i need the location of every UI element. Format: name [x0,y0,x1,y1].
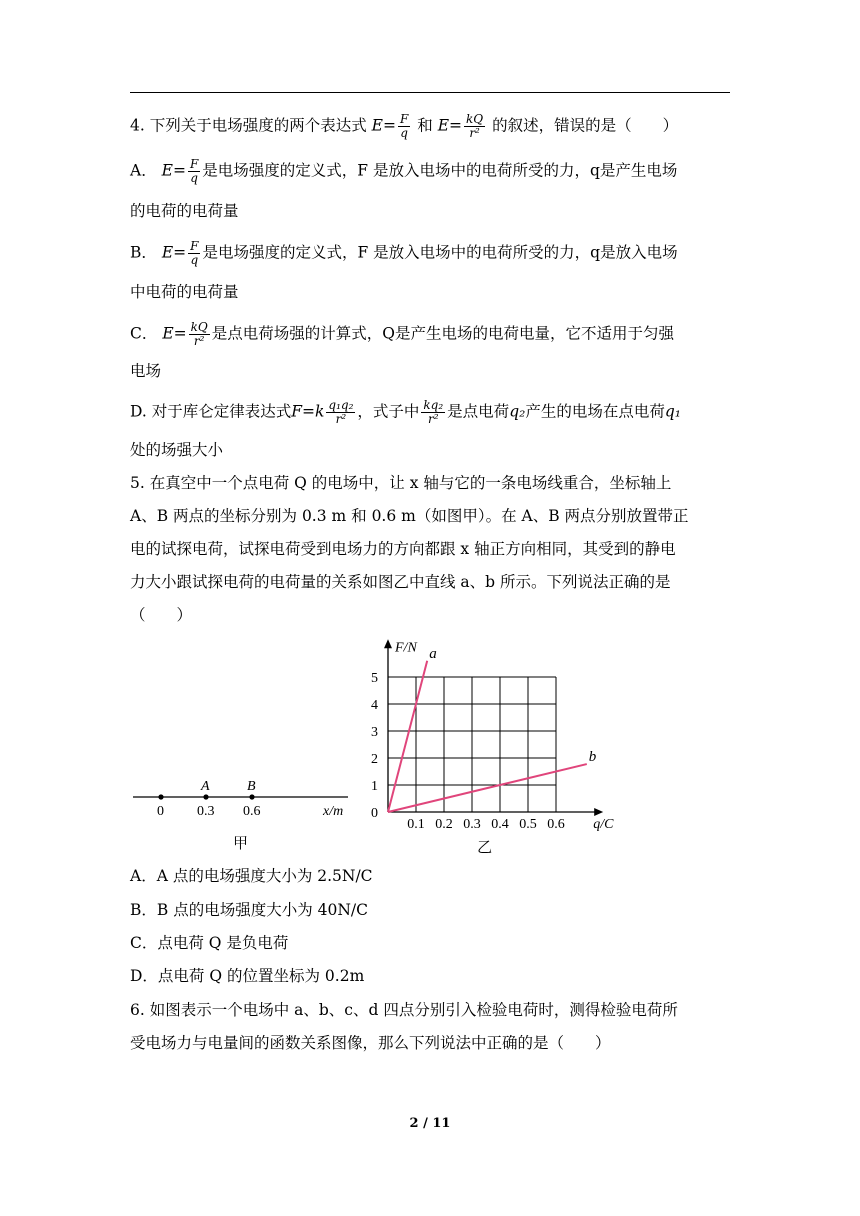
q5-option-a: A．A 点的电场强度大小为 2.5N/C [130,867,373,885]
y-axis-arrow [384,639,392,648]
x-tick-label: 0.1 [407,817,425,832]
fraction-f-over-q: $\frac{F}{q}$ [189,157,199,185]
q4-option-b-cont: 中电荷的电荷量 [130,283,239,301]
q5-option-c: C．点电荷 Q 是负电荷 [130,934,289,952]
tick-label: 0 [157,804,164,819]
q5-option-b: B．B 点的电场强度大小为 40N/C [130,901,369,919]
series-line-a [388,661,427,812]
q4-stem: 4. 下列关于电场强度的两个表达式 E= $\frac{F}{q}$ 和 E= $\frac{kQ}{\text{r²}}$ 的叙述，错误的是（ ） [130,112,679,140]
origin-dot [158,794,163,799]
x-axis-label: x/m [323,804,344,819]
fraction-kq-over-r2: $\frac{kQ}{\text{r²}}$ [466,112,484,140]
q5-stem-line4: 力大小跟试探电荷的电荷量的关系如图乙中直线 a、b 所示。下列说法正确的是 [130,573,671,591]
q4-option-c-cont: 电场 [130,362,162,380]
q4-option-d-cont: 处的场强大小 [130,441,224,459]
series-label-b: b [588,749,597,766]
q5-stem-line3: 电的试探电荷，试探电荷受到电场力的方向都跟 x 轴正方向相同，其受到的静电 [130,540,676,558]
q4-option-a: A． E= $\frac{F}{q}$ 是电场强度的定义式，F 是放入电场中的电荷所受的力，q是产生电场 [130,157,678,185]
chart-yi [360,632,620,860]
y-tick-label: 0 [371,806,378,821]
figure-jia [130,770,355,860]
series-label-a: a [429,645,437,662]
q4-option-b: B． E= $\frac{F}{q}$ 是电场强度的定义式，F 是放入电场中的电荷所受的力，q是放入电场 [130,239,678,267]
fraction-f-over-q: $\frac{F}{q}$ [190,239,199,267]
tick-label: 0.3 [197,804,215,819]
header-rule [130,92,730,93]
point-a-dot [203,794,208,799]
page-number: 2 / 11 [409,1116,451,1131]
x-tick-label: 0.3 [463,817,481,832]
x-tick-label: 0.4 [491,817,509,832]
fraction-q1q2-over-r2: $\frac{\text{q₁q₂}}{\text{r²}}$ [328,398,354,426]
y-tick-label: 5 [371,671,378,686]
point-b-label: B [247,779,256,794]
fraction-kq-over-r2: $\frac{kQ}{\text{r²}}$ [190,320,208,348]
q4-option-a-cont: 的电荷的电荷量 [130,202,239,220]
q5-stem-line2: A、B 两点的坐标分别为 0.3 m 和 0.6 m（如图甲）。在 A、B 两点分别放置带正 [130,507,689,525]
q4-option-c: C． E= $\frac{kQ}{\text{r²}}$ 是点电荷场强的计算式，Q是产生电场的电荷电量，它不适用于匀强 [130,320,674,348]
y-tick-label: 3 [371,725,378,740]
y-tick-label: 1 [371,779,378,794]
q6-stem-line1: 6. 如图表示一个电场中 a、b、c、d 四点分别引入检验电荷时，测得检验电荷所 [130,1001,678,1019]
y-tick-label: 2 [371,752,378,767]
q6-stem-line2: 受电场力与电量间的函数关系图像，那么下列说法中正确的是（ ） [130,1034,611,1052]
tick-label: 0.6 [243,804,261,819]
x-tick-label: 0.5 [519,817,537,832]
x-axis-label: q/C [593,817,614,832]
x-tick-label: 0.6 [547,817,565,832]
fraction-kq2-over-r2: $\frac{\text{kq₂}}{\text{r²}}$ [423,398,444,426]
fraction-f-over-q: $\frac{F}{q}$ [399,112,409,140]
q4-option-d: D. 对于库仑定律表达式F=k $\frac{\text{q₁q₂}}{\text{r²}}$ ，式子中 $\frac{\text{kq₂}}{\text{r²}}$ 是点电荷q₂产生的电场在点电荷q₁ [130,398,681,426]
point-b-dot [249,794,254,799]
x-tick-label: 0.2 [435,817,453,832]
figure-caption-yi: 乙 [477,840,493,856]
y-axis-label: F/N [395,640,417,656]
q5-stem-line1: 5. 在真空中一个点电荷 Q 的电场中，让 x 轴与它的一条电场线重合，坐标轴上 [130,474,672,492]
q5-stem-line5: （ ） [130,606,193,624]
figure-caption-jia: 甲 [233,836,249,852]
y-tick-label: 4 [371,698,378,713]
series-line-b [388,764,587,812]
q5-option-d: D．点电荷 Q 的位置坐标为 0.2m [130,967,365,985]
point-a-label: A [201,779,210,794]
x-axis-arrow [594,808,603,816]
